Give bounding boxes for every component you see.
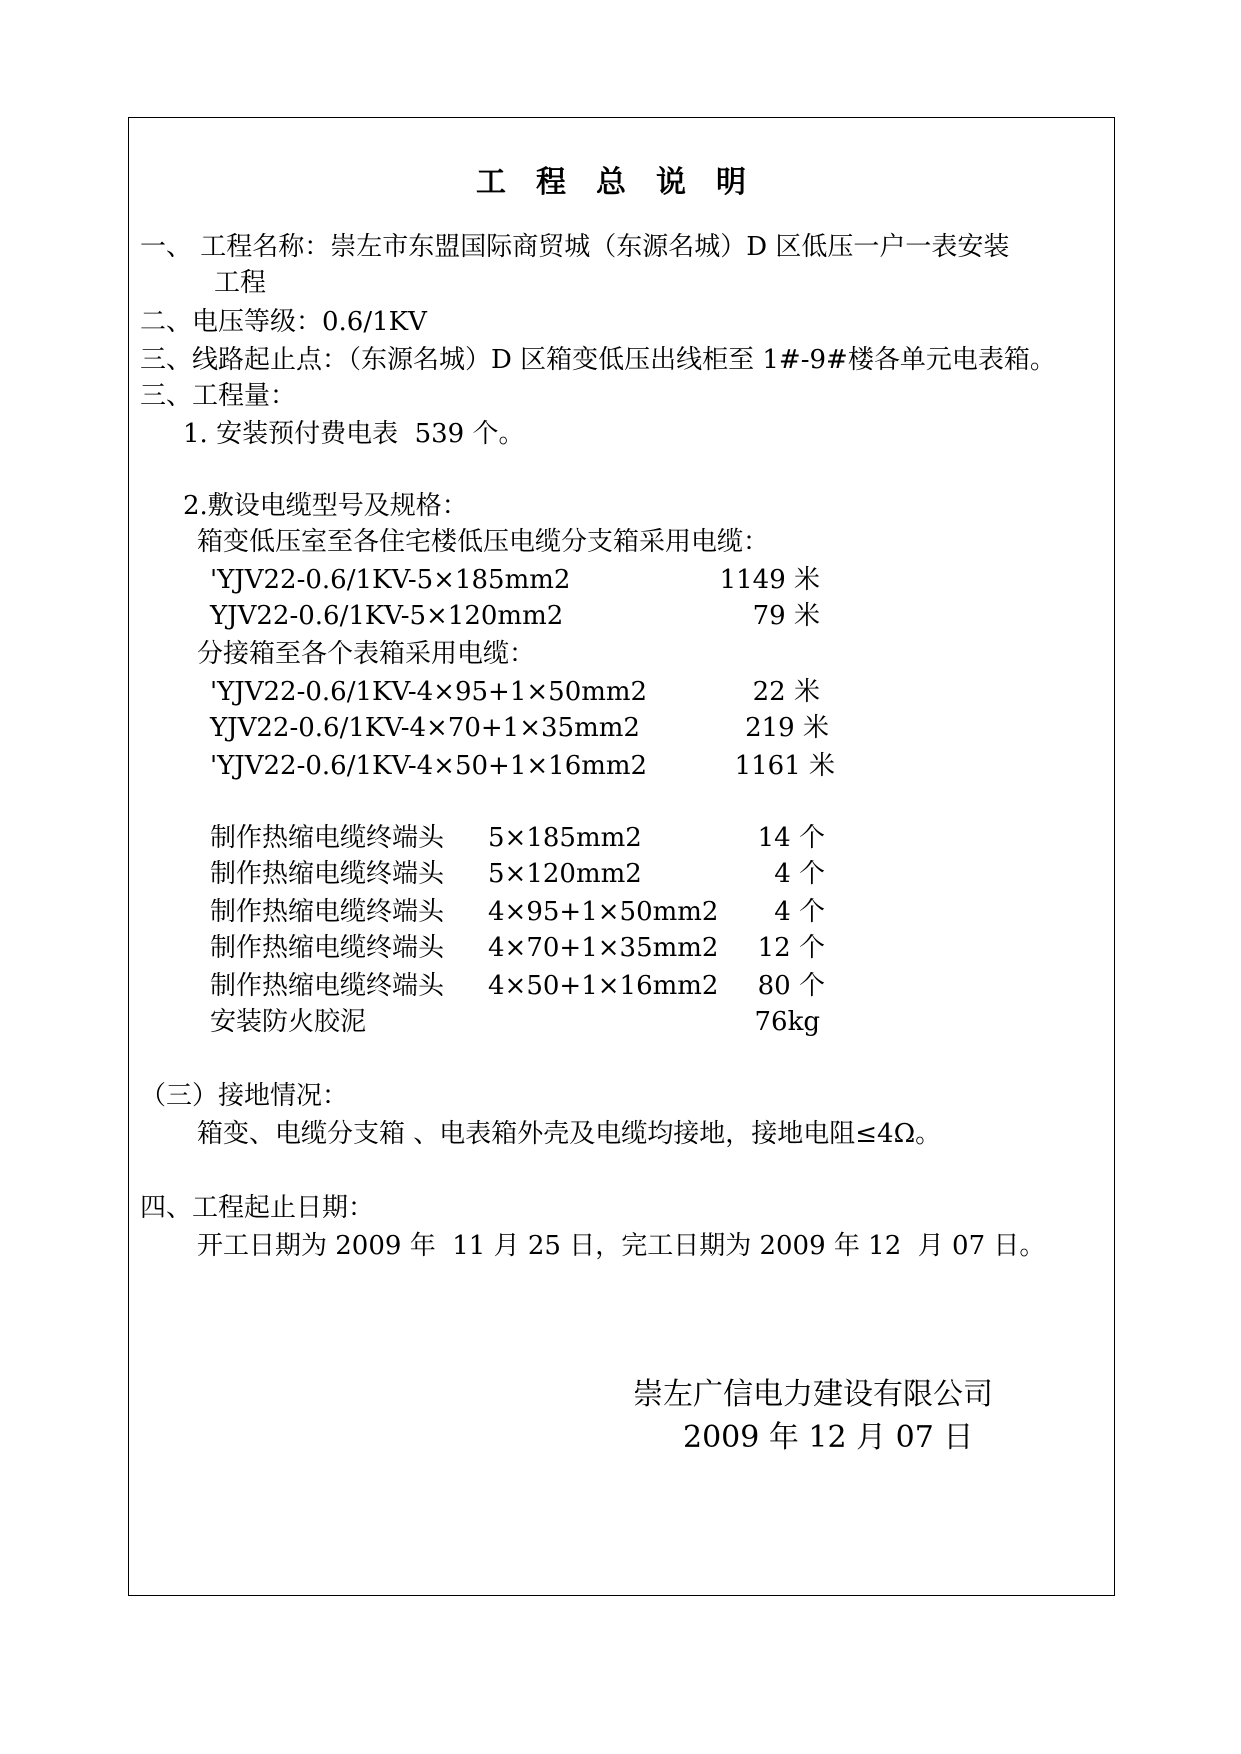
cable-spec: 'YJV22-0.6/1KV-4×50+1×16mm2	[210, 751, 648, 781]
cable-spec: YJV22-0.6/1KV-4×70+1×35mm2	[210, 713, 640, 743]
terminal-label: 制作热缩电缆终端头	[210, 933, 445, 963]
grounding-heading: （三）接地情况：	[140, 1081, 349, 1111]
terminal-label: 制作热缩电缆终端头	[210, 859, 445, 889]
section-route: 三、线路起止点：（东源名城）D 区箱变低压出线柜至 1#-9#楼各单元电表箱。	[140, 345, 1056, 375]
cable-spec: YJV22-0.6/1KV-5×120mm2	[210, 601, 564, 631]
cable-qty: 1161 米	[734, 751, 835, 781]
grounding-text: 箱变、电缆分支箱 、电表箱外壳及电缆均接地，接地电阻≤4Ω。	[197, 1119, 942, 1149]
cable-qty: 219 米	[745, 713, 829, 743]
terminal-label: 制作热缩电缆终端头	[210, 823, 445, 853]
terminal-label: 安装防火胶泥	[210, 1007, 367, 1037]
terminal-label: 制作热缩电缆终端头	[210, 971, 445, 1001]
dates-heading: 四、工程起止日期：	[140, 1193, 375, 1223]
section-project-name-cont: 工程	[214, 268, 267, 298]
section-project-name: 一、 工程名称：崇左市东盟国际商贸城（东源名城）D 区低压一户一表安装	[140, 232, 1010, 262]
terminal-spec: 5×185mm2	[488, 823, 642, 853]
terminal-qty: 14 个	[757, 823, 825, 853]
document-frame	[128, 117, 1115, 1596]
document-title: 工程总说明	[476, 165, 776, 200]
terminal-spec: 4×70+1×35mm2	[488, 933, 719, 963]
terminal-qty: 76kg	[754, 1007, 820, 1037]
cable-qty: 22 米	[752, 677, 820, 707]
terminal-spec: 5×120mm2	[488, 859, 642, 889]
cable-qty: 79 米	[752, 601, 820, 631]
company-signature: 崇左广信电力建设有限公司	[633, 1377, 993, 1412]
signature-date: 2009 年 12 月 07 日	[683, 1420, 974, 1455]
quantity-cables-heading: 2.敷设电缆型号及规格：	[183, 491, 468, 521]
cables-branch-heading: 分接箱至各个表箱采用电缆：	[197, 639, 536, 669]
cable-spec: 'YJV22-0.6/1KV-4×95+1×50mm2	[210, 677, 648, 707]
dates-text: 开工日期为 2009 年 11 月 25 日，完工日期为 2009 年 12 月 07 日。	[197, 1231, 1046, 1261]
terminal-qty: 4 个	[774, 859, 825, 889]
terminal-qty: 80 个	[757, 971, 825, 1001]
terminal-spec: 4×50+1×16mm2	[488, 971, 719, 1001]
cables-main-heading: 箱变低压室至各住宅楼低压电缆分支箱采用电缆：	[197, 527, 770, 557]
cable-qty: 1149 米	[719, 565, 820, 595]
quantity-meters: 1. 安装预付费电表 539 个。	[183, 419, 525, 449]
terminal-qty: 12 个	[757, 933, 825, 963]
section-voltage: 二、电压等级：0.6/1KV	[140, 307, 427, 337]
terminal-label: 制作热缩电缆终端头	[210, 897, 445, 927]
section-quantity-heading: 三、工程量：	[140, 381, 297, 411]
cable-spec: 'YJV22-0.6/1KV-5×185mm2	[210, 565, 571, 595]
terminal-spec: 4×95+1×50mm2	[488, 897, 719, 927]
terminal-qty: 4 个	[774, 897, 825, 927]
